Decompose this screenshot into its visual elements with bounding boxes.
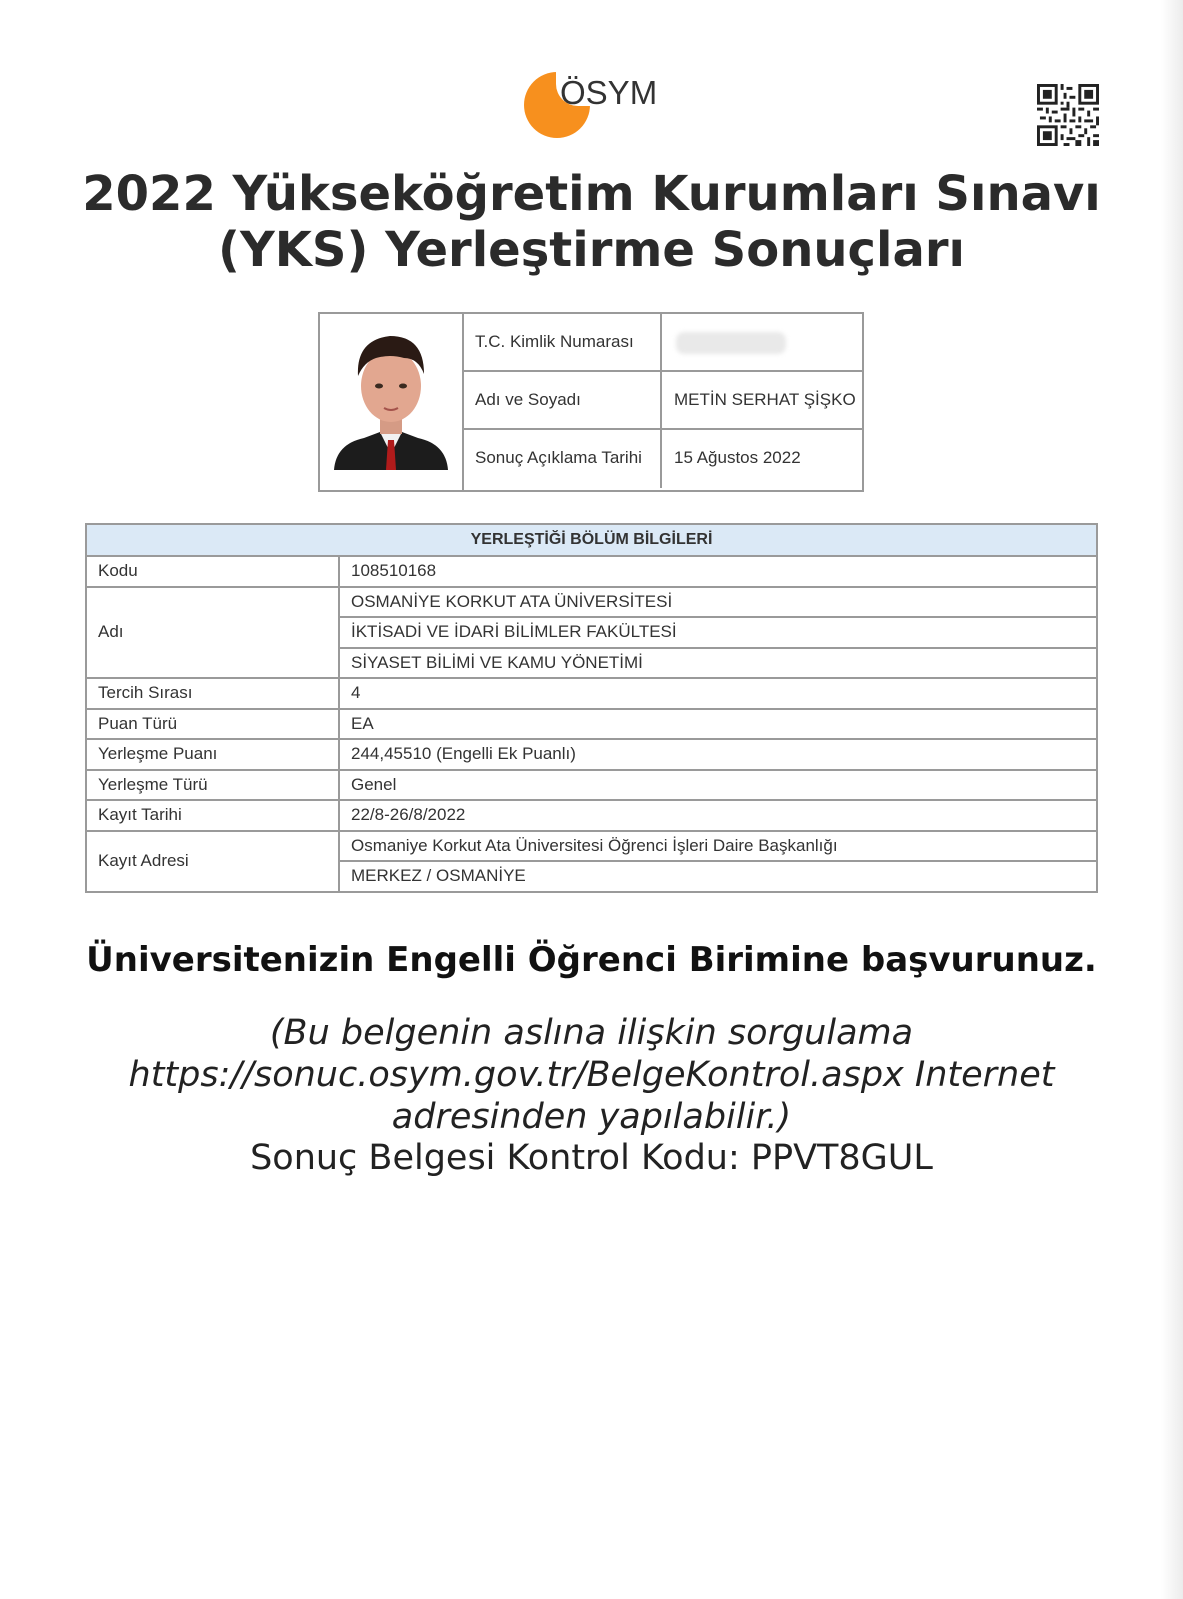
department-name: SİYASET BİLİMİ VE KAMU YÖNETİMİ bbox=[339, 648, 1097, 679]
candidate-photo bbox=[320, 314, 464, 490]
puan-label: Yerleşme Puanı bbox=[86, 739, 339, 770]
date-value: 15 Ağustos 2022 bbox=[674, 448, 801, 467]
verification-url: https://sonuc.osym.gov.tr/BelgeKontrol.aspx Internet bbox=[128, 1055, 1055, 1095]
verification-line-1: (Bu belgenin aslına ilişkin sorgulama bbox=[269, 1013, 914, 1053]
control-code: Sonuç Belgesi Kontrol Kodu: PPVT8GUL bbox=[250, 1138, 933, 1178]
page-title bbox=[0, 166, 1183, 278]
table-row bbox=[86, 678, 1097, 709]
tercih-value: 4 bbox=[339, 678, 1097, 709]
table-row bbox=[86, 556, 1097, 587]
kayit-tarihi-label: Kayıt Tarihi bbox=[86, 800, 339, 831]
kodu-label: Kodu bbox=[86, 556, 339, 587]
name-value: METİN SERHAT ŞİŞKO bbox=[674, 390, 856, 409]
qr-code-icon bbox=[1037, 84, 1099, 146]
table-row bbox=[86, 831, 1097, 862]
kodu-value: 108510168 bbox=[339, 556, 1097, 587]
table-row bbox=[86, 709, 1097, 740]
placement-table bbox=[85, 523, 1098, 893]
title-line-2: (YKS) Yerleştirme Sonuçları bbox=[218, 222, 965, 278]
tc-value bbox=[662, 314, 862, 370]
portrait-image bbox=[320, 314, 462, 490]
kayit-adresi-line-2: MERKEZ / OSMANİYE bbox=[339, 861, 1097, 892]
puan-turu-value: EA bbox=[339, 709, 1097, 740]
tc-row bbox=[464, 314, 862, 372]
tc-label: T.C. Kimlik Numarası bbox=[464, 314, 662, 370]
yerlesme-turu-value: Genel bbox=[339, 770, 1097, 801]
yerlesme-turu-label: Yerleşme Türü bbox=[86, 770, 339, 801]
verification-line-3: adresinden yapılabilir.) bbox=[391, 1097, 792, 1137]
table-row bbox=[86, 739, 1097, 770]
table-row bbox=[86, 800, 1097, 831]
candidate-info-table bbox=[318, 312, 864, 492]
date-label: Sonuç Açıklama Tarihi bbox=[464, 430, 662, 488]
tercih-label: Tercih Sırası bbox=[86, 678, 339, 709]
name-row bbox=[464, 372, 862, 430]
kayit-adresi-label: Kayıt Adresi bbox=[86, 831, 339, 892]
table-row bbox=[86, 770, 1097, 801]
university-name: OSMANİYE KORKUT ATA ÜNİVERSİTESİ bbox=[339, 587, 1097, 618]
verification-note bbox=[0, 1012, 1183, 1138]
name-label: Adı ve Soyadı bbox=[464, 372, 662, 428]
kayit-adresi-line-1: Osmaniye Korkut Ata Üniversitesi Öğrenci İşleri Daire Başkanlığı bbox=[339, 831, 1097, 862]
logo-text: ÖSYM bbox=[560, 74, 658, 111]
puan-turu-label: Puan Türü bbox=[86, 709, 339, 740]
title-line-1: 2022 Yükseköğretim Kurumları Sınavı bbox=[82, 166, 1101, 222]
table-row bbox=[86, 587, 1097, 618]
faculty-name: İKTİSADİ VE İDARİ BİLİMLER FAKÜLTESİ bbox=[339, 617, 1097, 648]
kayit-tarihi-value: 22/8-26/8/2022 bbox=[339, 800, 1097, 831]
placement-table-header: YERLEŞTİĞİ BÖLÜM BİLGİLERİ bbox=[86, 524, 1097, 556]
osym-logo bbox=[524, 72, 664, 142]
redacted-tc-number bbox=[676, 332, 786, 354]
date-row bbox=[464, 430, 862, 488]
disability-notice: Üniversitenizin Engelli Öğrenci Birimine başvurunuz. bbox=[86, 940, 1097, 980]
adi-label: Adı bbox=[86, 587, 339, 679]
puan-value: 244,45510 (Engelli Ek Puanlı) bbox=[339, 739, 1097, 770]
